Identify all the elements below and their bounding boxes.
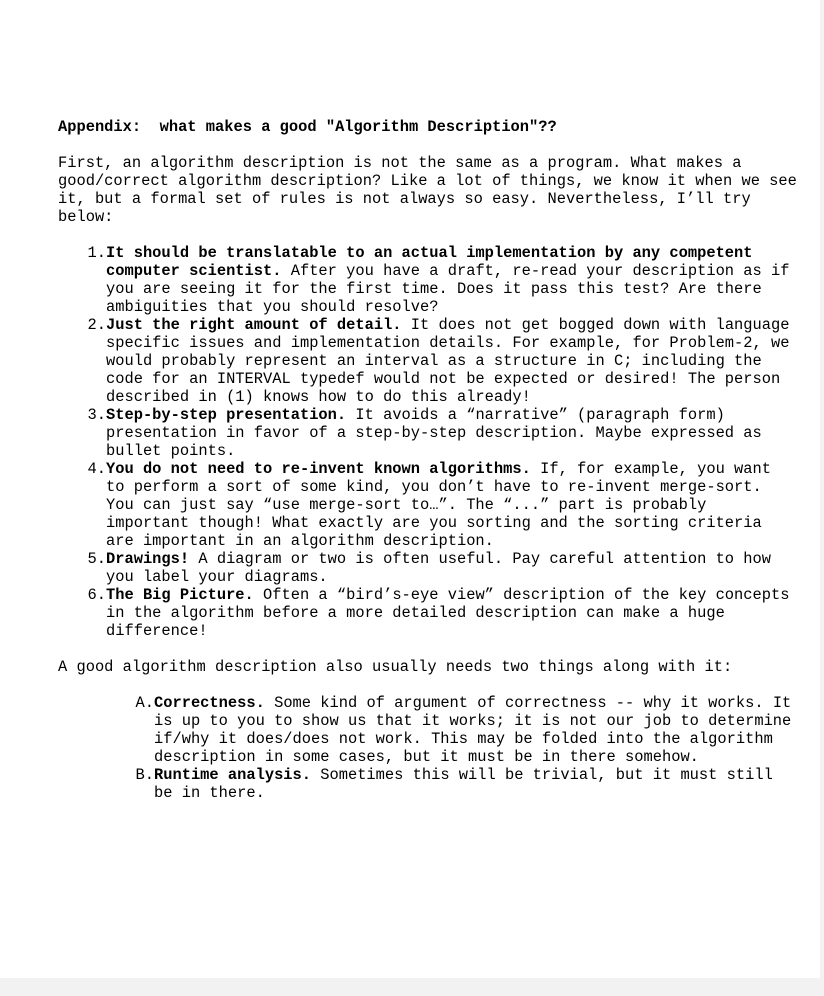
list-item-text: If, for example, you want to perform a sort of some kind, you don’t have to re-invent merge-sort. You can just say “use merge-sort to…”. The “...” part is probably important though! What exactly are you sorting and the sorting criteria are important in an algorithm description. bbox=[106, 460, 771, 550]
list-item-text: A diagram or two is often useful. Pay careful attention to how you label your diagrams. bbox=[106, 550, 771, 586]
outro-paragraph: A good algorithm description also usually needs two things along with it: bbox=[58, 658, 733, 676]
list-item-text: It avoids a “narrative” (paragraph form) presentation in favor of a step-by-step description. Maybe expressed as bullet points. bbox=[106, 406, 762, 460]
intro-paragraph: First, an algorithm description is not the same as a program. What makes a good/correct algorithm description? Like a lot of things, we know it when we see it, but a formal set of rules is not always so easy. Nevertheless, I’ll try below: bbox=[58, 154, 797, 226]
list-item-body bbox=[154, 766, 798, 802]
list-item bbox=[58, 694, 798, 766]
list-item-heading: Drawings! bbox=[106, 550, 190, 568]
list-item-body bbox=[154, 694, 798, 766]
list-number: 2. bbox=[87, 316, 106, 334]
list-item-body bbox=[106, 244, 798, 316]
list-item-body bbox=[106, 460, 798, 550]
list-item-body bbox=[106, 550, 798, 586]
list-letter: A. bbox=[135, 694, 154, 712]
list-item-heading: Just the right amount of detail. bbox=[106, 316, 402, 334]
list-number: 1. bbox=[87, 244, 106, 262]
list-item-body bbox=[106, 406, 798, 460]
list-item bbox=[58, 244, 798, 316]
list-item-heading: It should be translatable to an actual implementation by any competent computer scientist. bbox=[106, 244, 753, 280]
list-item-heading: You do not need to re-invent known algorithms. bbox=[106, 460, 531, 478]
list-item-heading: Correctness. bbox=[154, 694, 265, 712]
criteria-list bbox=[58, 244, 798, 640]
list-number: 3. bbox=[87, 406, 106, 424]
list-item-text: Often a “bird’s-eye view” description of the key concepts in the algorithm before a more detailed description can make a huge difference! bbox=[106, 586, 790, 640]
requirements-list bbox=[58, 694, 798, 802]
document-content bbox=[58, 118, 798, 802]
list-item-heading: Step-by-step presentation. bbox=[106, 406, 347, 424]
list-number: 4. bbox=[87, 460, 106, 478]
list-item bbox=[58, 586, 798, 640]
list-item-text: Sometimes this will be trivial, but it must still be in there. bbox=[154, 766, 773, 802]
list-item-heading: The Big Picture. bbox=[106, 586, 254, 604]
list-number: 6. bbox=[87, 586, 106, 604]
list-item bbox=[58, 406, 798, 460]
list-number: 5. bbox=[87, 550, 106, 568]
list-item bbox=[58, 460, 798, 550]
list-item-text: It does not get bogged down with language specific issues and implementation details. For example, for Problem-2, we would probably represent an interval as a structure in C; including the code for an INTERVAL typedef would not be expected or desired! The person described in (1) knows how to do this already! bbox=[106, 316, 790, 406]
list-item-body bbox=[106, 316, 798, 406]
list-item bbox=[58, 766, 798, 802]
list-item bbox=[58, 550, 798, 586]
list-letter: B. bbox=[135, 766, 154, 784]
list-item-text: Some kind of argument of correctness -- why it works. It is up to you to show us that it works; it is not our job to determine if/why it does/does not work. This may be folded into the algorithm description in some cases, but it must be in there somehow. bbox=[154, 694, 792, 766]
list-item-heading: Runtime analysis. bbox=[154, 766, 312, 784]
page-title: Appendix: what makes a good "Algorithm Description"?? bbox=[58, 118, 557, 136]
list-item bbox=[58, 316, 798, 406]
list-item-body bbox=[106, 586, 798, 640]
list-item-text: After you have a draft, re-read your description as if you are seeing it for the first time. Does it pass this test? Are there ambiguities that you should resolve? bbox=[106, 262, 790, 316]
